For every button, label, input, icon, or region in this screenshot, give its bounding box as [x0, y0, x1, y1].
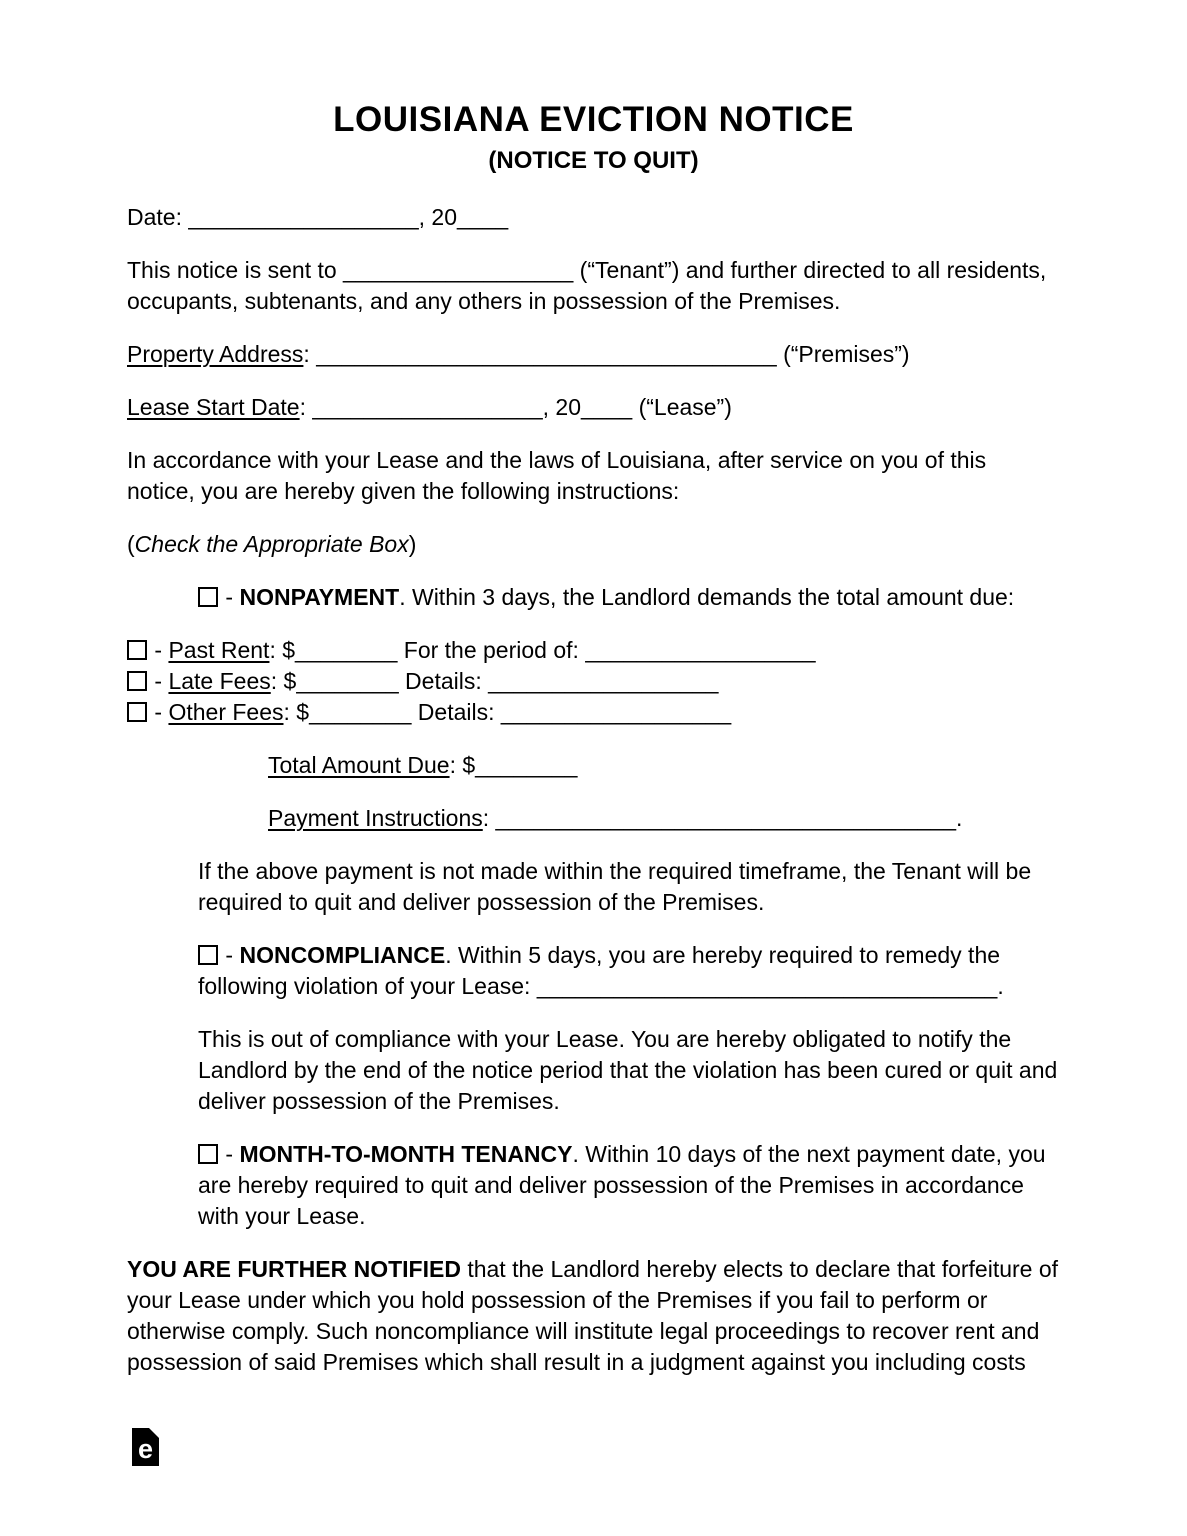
other-fees-dash: -: [148, 699, 169, 725]
month-to-month-text: . Within 10 days of the next payment date, you are hereby required to quit and deliver possession of the Premises in accordance with your Lease.: [198, 1141, 1046, 1229]
late-fees-mid: Details:: [398, 668, 489, 694]
property-address-colon: :: [303, 341, 317, 367]
other-fees-amount-blank: ________: [309, 699, 412, 725]
eforms-logo-letter: e: [137, 1434, 154, 1464]
other-fees-mid: Details:: [411, 699, 501, 725]
other-fees-label: Other Fees: [168, 699, 284, 725]
past-rent-label: Past Rent: [168, 637, 270, 663]
month-to-month-dash: -: [219, 1141, 240, 1167]
date-blank: __________________: [188, 204, 419, 230]
late-fees-checkbox[interactable]: [127, 671, 147, 691]
lease-start-label: Lease Start Date: [127, 394, 300, 420]
instructions-paragraph: In accordance with your Lease and the laws of Louisiana, after service on you of this notice, you are hereby given the following instructions:: [127, 447, 987, 504]
fee-list: [127, 635, 1060, 728]
page-subtitle: (NOTICE TO QUIT): [488, 147, 699, 174]
further-notice-paragraph: [127, 1254, 1060, 1378]
noncompliance-option: [198, 940, 1060, 1002]
nonpayment-label: NONPAYMENT: [239, 584, 400, 610]
tenant-line-suffix: (“Tenant”) and further directed to all residents, occupants, subtenants, and any others in possession of the Premises.: [127, 257, 1047, 314]
check-note: [127, 529, 1060, 560]
check-note-open: (: [127, 531, 135, 557]
other-fees-sep: : $: [283, 699, 310, 725]
month-to-month-label: MONTH-TO-MONTH TENANCY: [239, 1141, 573, 1167]
late-fees-row: [127, 666, 1060, 697]
late-fees-amount-blank: ________: [296, 668, 399, 694]
lease-suffix: (“Lease”): [632, 394, 732, 420]
check-note-close: ): [408, 531, 417, 557]
further-notice-text: that the Landlord hereby elects to declare that forfeiture of your Lease under which you hold possession of the Premises if you fail to perform or otherwise comply. Such noncompliance will institute legal proceedings to recover rent and possession of said Premises which shall result in a judgment against you including costs: [127, 1256, 1059, 1375]
past-rent-row: [127, 635, 1060, 666]
past-rent-dash: -: [148, 637, 169, 663]
lease-start-blank: __________________: [312, 394, 543, 420]
noncompliance-followup-paragraph: This is out of compliance with your Lease. You are hereby obligated to notify the Landlord by the end of the notice period that the violation has been cured or quit and deliver possession of the Premises.: [198, 1026, 1058, 1114]
payment-instructions-label: Payment Instructions: [268, 805, 483, 831]
month-to-month-checkbox[interactable]: [198, 1144, 218, 1164]
lease-start-colon: :: [299, 394, 313, 420]
property-address-blank: ____________________________________: [316, 341, 777, 367]
lease-year-blank: ____: [581, 394, 633, 420]
past-rent-mid: For the period of:: [397, 637, 586, 663]
late-fees-dash: -: [148, 668, 169, 694]
tenant-name-blank: __________________: [343, 257, 574, 283]
payment-instructions-sep: :: [482, 805, 496, 831]
past-rent-checkbox[interactable]: [127, 640, 147, 660]
total-amount-line: [268, 750, 1060, 781]
noncompliance-checkbox[interactable]: [198, 945, 218, 965]
payment-instructions-blank: ____________________________________: [495, 805, 957, 831]
check-note-text: Check the Appropriate Box: [134, 531, 409, 557]
total-amount-sep: : $: [449, 752, 476, 778]
past-rent-period-blank: __________________: [585, 637, 816, 663]
tenant-line: [127, 255, 1060, 317]
lease-start-line: [127, 392, 1060, 423]
eforms-logo: [132, 1428, 159, 1466]
nonpayment-dash: -: [219, 584, 240, 610]
premises-suffix: (“Premises”): [776, 341, 910, 367]
nonpayment-warning-paragraph: If the above payment is not made within the required timeframe, the Tenant will be required to quit and deliver possession of the Premises.: [198, 858, 1032, 915]
further-notice-label: YOU ARE FURTHER NOTIFIED: [127, 1256, 461, 1282]
tenant-line-prefix: This notice is sent to: [127, 257, 344, 283]
nonpayment-checkbox[interactable]: [198, 587, 218, 607]
month-to-month-option: [198, 1139, 1060, 1232]
past-rent-sep: : $: [269, 637, 296, 663]
date-label: Date:: [127, 204, 189, 230]
late-fees-sep: : $: [270, 668, 297, 694]
property-address-line: [127, 339, 1060, 370]
other-fees-checkbox[interactable]: [127, 702, 147, 722]
noncompliance-text: . Within 5 days, you are hereby required to remedy the following violation of your Lease:: [198, 942, 1001, 999]
property-address-label: Property Address: [127, 341, 304, 367]
noncompliance-violation-blank: ____________________________________: [536, 973, 998, 999]
other-fees-details-blank: __________________: [500, 699, 732, 725]
total-amount-blank: ________: [475, 752, 578, 778]
lease-year-prefix: , 20: [542, 394, 582, 420]
nonpayment-text: . Within 3 days, the Landlord demands the total amount due:: [399, 584, 1015, 610]
late-fees-label: Late Fees: [168, 668, 271, 694]
payment-instructions-period: .: [956, 805, 963, 831]
date-year-blank: ____: [457, 204, 509, 230]
noncompliance-dash: -: [219, 942, 240, 968]
date-year-prefix: , 20: [418, 204, 457, 230]
total-amount-label: Total Amount Due: [268, 752, 450, 778]
date-line: [127, 202, 1060, 233]
other-fees-row: [127, 697, 1060, 728]
late-fees-details-blank: __________________: [488, 668, 719, 694]
noncompliance-period: .: [997, 973, 1004, 999]
noncompliance-label: NONCOMPLIANCE: [239, 942, 446, 968]
past-rent-amount-blank: ________: [295, 637, 398, 663]
nonpayment-option: [198, 582, 1060, 613]
page-title: LOUISIANA EVICTION NOTICE: [333, 100, 854, 139]
payment-instructions-line: [268, 803, 1060, 834]
